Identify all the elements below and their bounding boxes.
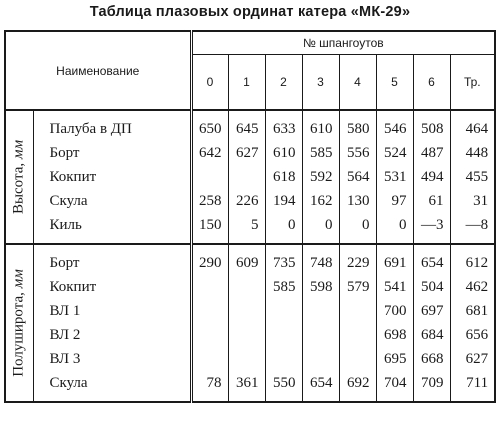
table-cell: 508: [413, 117, 450, 141]
table-cell: 546: [376, 117, 413, 141]
table-cell: 592: [302, 165, 339, 189]
section-spacer: [5, 395, 495, 402]
table-cell: 610: [302, 117, 339, 141]
section-spacer: [5, 237, 495, 244]
table-cell: 709: [413, 371, 450, 395]
table-cell: 585: [265, 275, 302, 299]
table-cell: 31: [450, 189, 495, 213]
table-cell: 150: [191, 213, 228, 237]
table-cell: 735: [265, 251, 302, 275]
table-cell: 684: [413, 323, 450, 347]
table-cell: [191, 347, 228, 371]
table-cell: —8: [450, 213, 495, 237]
table-cell: 462: [450, 275, 495, 299]
table-row: [5, 275, 495, 299]
table-title: Таблица плазовых ординат катера «МК-29»: [89, 4, 411, 20]
table-cell: [191, 299, 228, 323]
ordinates-table: [4, 30, 496, 403]
table-cell: 61: [413, 189, 450, 213]
table-cell: [191, 275, 228, 299]
column-header-tr: Тр.: [450, 55, 495, 111]
table-cell: 598: [302, 275, 339, 299]
table-cell: 695: [376, 347, 413, 371]
table-row: [5, 251, 495, 275]
table-body: [5, 110, 495, 402]
section-unit: мм: [10, 139, 27, 160]
row-name: ВЛ 3: [33, 347, 191, 371]
table-cell: [339, 299, 376, 323]
table-cell: [302, 299, 339, 323]
table-cell: 487: [413, 141, 450, 165]
table-cell: 564: [339, 165, 376, 189]
table-cell: 748: [302, 251, 339, 275]
table-cell: 700: [376, 299, 413, 323]
table-cell: 0: [339, 213, 376, 237]
table-row: [5, 323, 495, 347]
table-cell: 0: [302, 213, 339, 237]
table-cell: 711: [450, 371, 495, 395]
column-header-4: 4: [339, 55, 376, 111]
row-name: Палуба в ДП: [33, 117, 191, 141]
table-cell: 627: [450, 347, 495, 371]
table-cell: 448: [450, 141, 495, 165]
table-cell: 5: [228, 213, 265, 237]
table-cell: 226: [228, 189, 265, 213]
column-header-0: 0: [191, 55, 228, 111]
table-cell: 580: [339, 117, 376, 141]
table-cell: 290: [191, 251, 228, 275]
table-cell: [302, 323, 339, 347]
table-cell: 650: [191, 117, 228, 141]
table-row: [5, 189, 495, 213]
column-header-6: 6: [413, 55, 450, 111]
table-cell: 668: [413, 347, 450, 371]
table-row: [5, 299, 495, 323]
table-row: [5, 347, 495, 371]
column-header-5: 5: [376, 55, 413, 111]
table-cell: 618: [265, 165, 302, 189]
table-row: [5, 213, 495, 237]
table-cell: [228, 323, 265, 347]
table-cell: 97: [376, 189, 413, 213]
table-cell: 494: [413, 165, 450, 189]
table-row: [5, 141, 495, 165]
table-row: [5, 165, 495, 189]
section-unit: мм: [10, 269, 27, 289]
table-cell: 464: [450, 117, 495, 141]
table-cell: 645: [228, 117, 265, 141]
table-cell: [191, 323, 228, 347]
table-cell: 633: [265, 117, 302, 141]
table-cell: [228, 165, 265, 189]
table-cell: 654: [413, 251, 450, 275]
table-cell: 455: [450, 165, 495, 189]
column-header-frames: [191, 31, 495, 55]
column-header-2: 2: [265, 55, 302, 111]
row-name: Кокпит: [33, 165, 191, 189]
table-row: [5, 371, 495, 395]
section-spacer: [5, 244, 495, 251]
table-cell: 642: [191, 141, 228, 165]
table-cell: 78: [191, 371, 228, 395]
table-cell: 162: [302, 189, 339, 213]
table-cell: [265, 347, 302, 371]
section-label: [5, 110, 33, 244]
row-name: Борт: [33, 251, 191, 275]
table-cell: 229: [339, 251, 376, 275]
row-name: Скула: [33, 189, 191, 213]
frames-label: № шпангоутов: [302, 36, 384, 50]
table-cell: 579: [339, 275, 376, 299]
table-cell: [228, 275, 265, 299]
table-cell: 609: [228, 251, 265, 275]
table-cell: 361: [228, 371, 265, 395]
table-cell: [228, 347, 265, 371]
table-cell: 258: [191, 189, 228, 213]
table-cell: 691: [376, 251, 413, 275]
table-header: [5, 31, 495, 110]
table-cell: 0: [376, 213, 413, 237]
table-cell: 0: [265, 213, 302, 237]
table-cell: 656: [450, 323, 495, 347]
column-header-1: 1: [228, 55, 265, 111]
column-header-3: 3: [302, 55, 339, 111]
table-cell: 130: [339, 189, 376, 213]
table-cell: 504: [413, 275, 450, 299]
table-cell: 697: [413, 299, 450, 323]
section-label: [5, 244, 33, 402]
table-cell: 531: [376, 165, 413, 189]
row-name: Кокпит: [33, 275, 191, 299]
table-cell: 612: [450, 251, 495, 275]
table-cell: 585: [302, 141, 339, 165]
row-name: Скула: [33, 371, 191, 395]
table-cell: [302, 347, 339, 371]
table-cell: 654: [302, 371, 339, 395]
table-cell: [265, 323, 302, 347]
table-cell: [265, 299, 302, 323]
table-cell: 692: [339, 371, 376, 395]
row-name: Киль: [33, 213, 191, 237]
row-name: ВЛ 2: [33, 323, 191, 347]
table-cell: [228, 299, 265, 323]
table-cell: 610: [265, 141, 302, 165]
table-cell: 698: [376, 323, 413, 347]
table-cell: 556: [339, 141, 376, 165]
section-label-text: Полуширота,: [10, 292, 27, 377]
table-cell: 541: [376, 275, 413, 299]
table-cell: [339, 323, 376, 347]
row-name: Борт: [33, 141, 191, 165]
section-label-text: Высота,: [10, 162, 27, 215]
table-cell: [191, 165, 228, 189]
name-label: Наименование: [56, 63, 140, 78]
table-cell: —3: [413, 213, 450, 237]
table-row: [5, 117, 495, 141]
table-cell: 704: [376, 371, 413, 395]
column-header-name: [5, 31, 191, 110]
row-name: ВЛ 1: [33, 299, 191, 323]
table-cell: 524: [376, 141, 413, 165]
table-cell: 550: [265, 371, 302, 395]
table-cell: 681: [450, 299, 495, 323]
table-cell: 194: [265, 189, 302, 213]
table-cell: 627: [228, 141, 265, 165]
section-spacer: [5, 110, 495, 117]
table-cell: [339, 347, 376, 371]
